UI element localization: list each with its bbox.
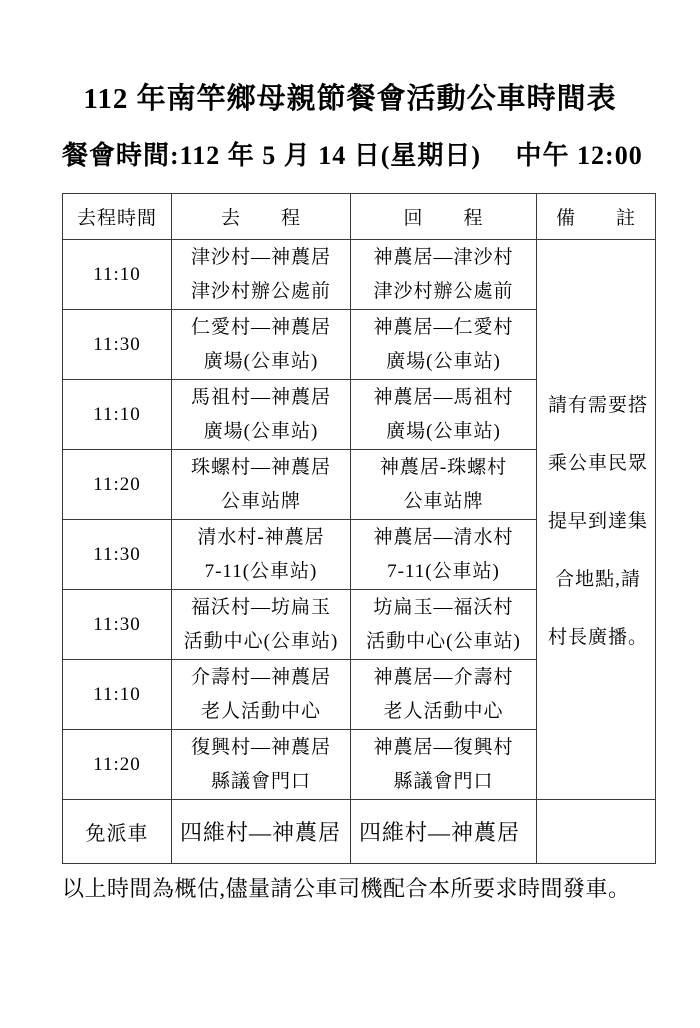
return-route [351, 590, 537, 660]
return-stop-line2: 7-11(公車站) [387, 560, 500, 582]
page-title: 112 年南竿鄉母親節餐會活動公車時間表 [83, 83, 617, 115]
return-route [351, 660, 537, 730]
outbound-route [172, 590, 351, 660]
remark-empty-cell [537, 800, 656, 864]
remark-line: 乘公車民眾 [547, 452, 648, 474]
outbound-route [172, 660, 351, 730]
outbound-stop-line2: 津沙村辦公處前 [190, 280, 331, 302]
departure-time: 11:10 [63, 380, 172, 450]
return-route-line1: 神蕽居—清水村 [373, 526, 514, 548]
header-outbound: 去 程 [172, 194, 351, 240]
outbound-route [172, 450, 351, 520]
outbound-route [172, 380, 351, 450]
return-stop-line2: 津沙村辦公處前 [373, 280, 514, 302]
outbound-route-line1: 馬祖村—神蕽居 [190, 386, 331, 408]
return-stop-line2: 廣場(公車站) [386, 420, 501, 442]
outbound-stop-line2: 7-11(公車站) [204, 560, 318, 582]
outbound-stop-line2: 活動中心(公車站) [183, 630, 339, 652]
return-stop-line2: 公車站牌 [403, 490, 484, 512]
outbound-stop-line2: 廣場(公車站) [203, 420, 319, 442]
return-route [351, 240, 537, 310]
outbound-route [172, 730, 351, 800]
outbound-route-line1: 福沃村—坊扁玉 [190, 596, 331, 618]
departure-time: 11:30 [63, 310, 172, 380]
return-route-line1: 神蕽居—介壽村 [373, 666, 514, 688]
departure-time: 11:10 [63, 660, 172, 730]
return-route [351, 380, 537, 450]
departure-time: 11:30 [63, 520, 172, 590]
outbound-route-line1: 珠螺村—神蕽居 [190, 456, 331, 478]
departure-time: 11:20 [63, 730, 172, 800]
return-stop-line2: 老人活動中心 [383, 700, 504, 722]
table-row-no-bus [63, 800, 656, 864]
remark-line: 村長廣播。 [547, 626, 648, 648]
return-stop-line2: 縣議會門口 [393, 770, 494, 792]
header-return: 回 程 [351, 194, 537, 240]
outbound-stop-line2: 縣議會門口 [210, 770, 311, 792]
return-route-line1: 坊扁玉—福沃村 [373, 596, 514, 618]
return-stop-line2: 廣場(公車站) [386, 350, 501, 372]
event-time-line: 餐會時間:112 年 5 月 14 日(星期日) 中午 12:00 [62, 141, 643, 170]
return-route [351, 310, 537, 380]
outbound-route-line1: 津沙村—神蕽居 [190, 246, 331, 268]
bus-schedule-table [62, 193, 656, 864]
outbound-route: 四維村—神蕽居 [172, 800, 351, 864]
departure-time: 11:20 [63, 450, 172, 520]
return-stop-line2: 活動中心(公車站) [366, 630, 521, 652]
remark-line: 合地點,請 [555, 568, 641, 590]
return-route-line1: 神蕽居—津沙村 [373, 246, 514, 268]
outbound-stop-line2: 老人活動中心 [200, 700, 321, 722]
return-route [351, 730, 537, 800]
outbound-stop-line2: 公車站牌 [220, 490, 301, 512]
no-bus-label: 免派車 [63, 800, 172, 864]
outbound-route-line1: 介壽村—神蕽居 [190, 666, 331, 688]
return-route [351, 450, 537, 520]
header-departure-time: 去程時間 [63, 194, 172, 240]
return-route-line1: 神蕽居—馬祖村 [373, 386, 514, 408]
outbound-route [172, 240, 351, 310]
table-header-row [63, 194, 656, 240]
outbound-route-line1: 仁愛村—神蕽居 [190, 316, 331, 338]
remark-line: 請有需要搭 [547, 394, 648, 416]
table-row [63, 240, 656, 310]
return-route-line1: 神蕽居—仁愛村 [373, 316, 514, 338]
outbound-route-line1: 清水村-神蕽居 [197, 526, 325, 548]
departure-time: 11:10 [63, 240, 172, 310]
return-route-line1: 神蕽居—復興村 [373, 736, 514, 758]
departure-time: 11:30 [63, 590, 172, 660]
return-route [351, 520, 537, 590]
outbound-route [172, 520, 351, 590]
outbound-route-line1: 復興村—神蕽居 [190, 736, 331, 758]
header-remark: 備 註 [537, 194, 656, 240]
return-route-line1: 神蕽居-珠螺村 [379, 456, 508, 478]
outbound-stop-line2: 廣場(公車站) [203, 350, 319, 372]
footer-note: 以上時間為概估,儘量請公車司機配合本所要求時間發車。 [62, 876, 631, 901]
outbound-route [172, 310, 351, 380]
return-route: 四維村—神蕽居 [351, 800, 537, 864]
remark-note [537, 240, 656, 800]
remark-line: 提早到達集 [547, 510, 648, 532]
